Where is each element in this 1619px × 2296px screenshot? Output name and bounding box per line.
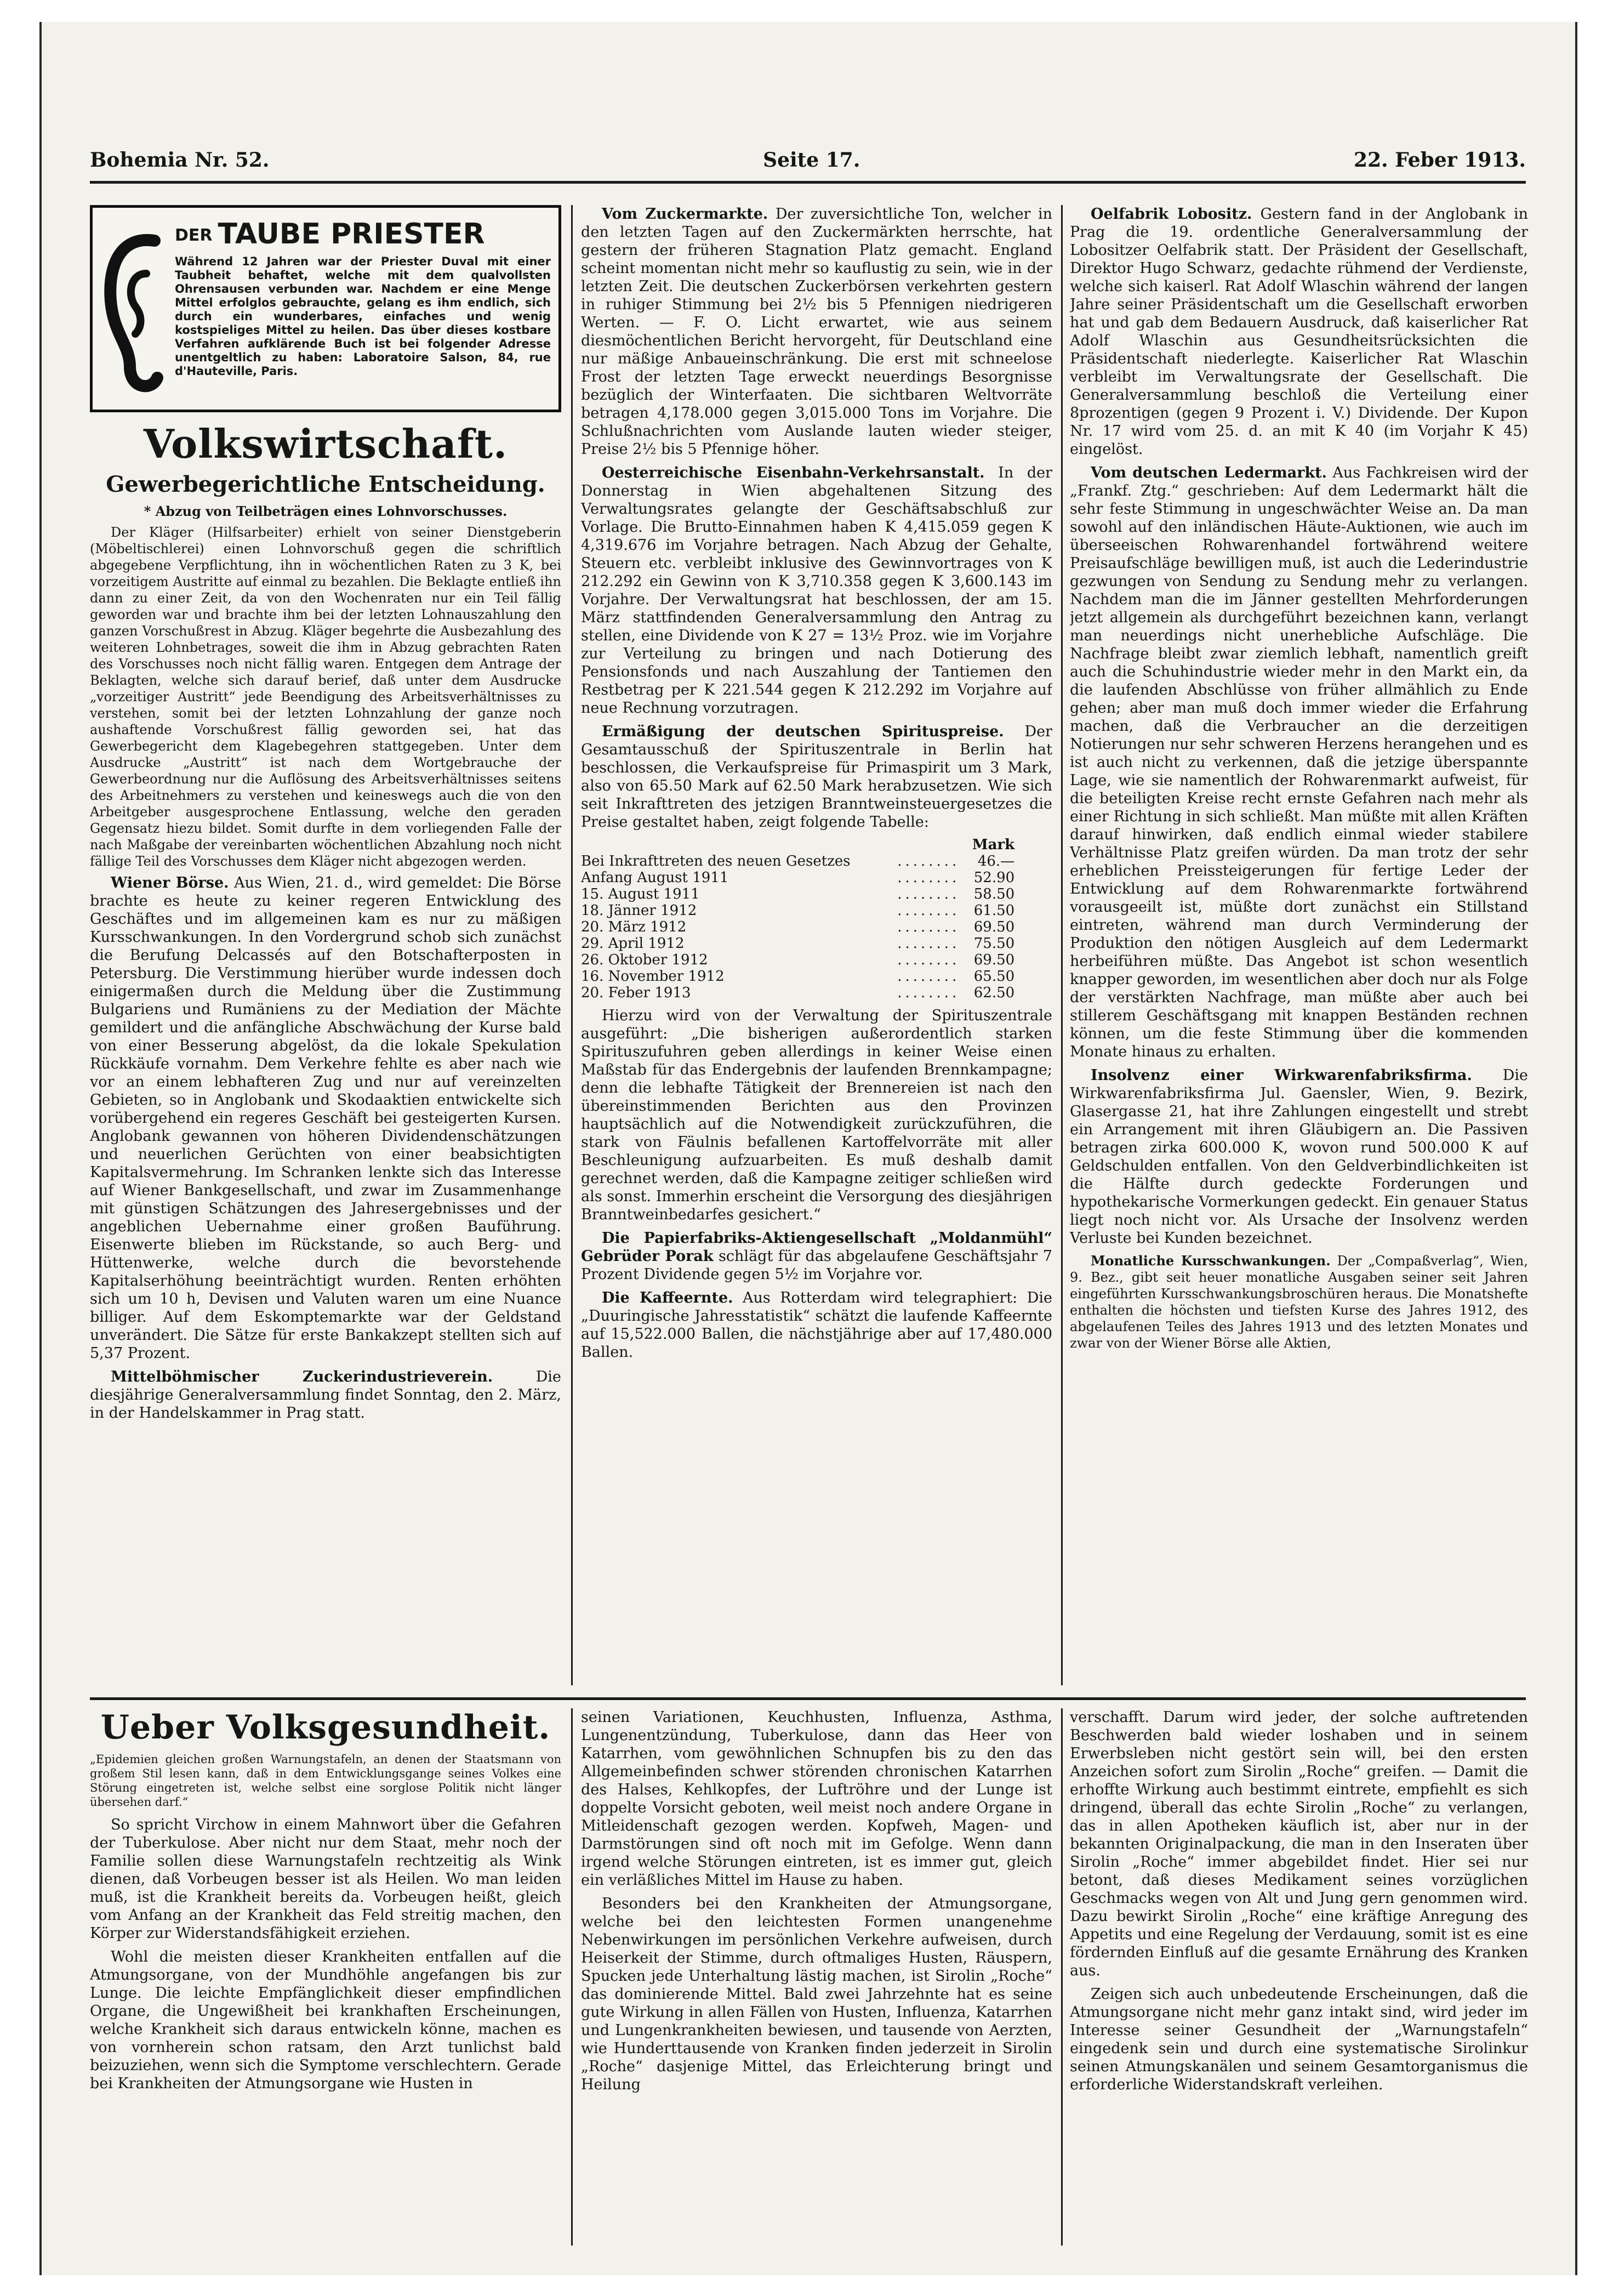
column-divider-2 — [1061, 205, 1063, 1685]
kursschwankungen-article — [1070, 1253, 1528, 1351]
price-row-value: 52.90 — [973, 869, 1015, 886]
bahn-heading: Oesterreichische Eisenbahn-Verkehrsanstalt. — [602, 464, 985, 481]
zucker-verein-article — [90, 1368, 561, 1422]
ad-title-main: TAUBE PRIESTER — [218, 218, 485, 251]
column-divider-4 — [1061, 1708, 1063, 2246]
bahn-body: In der Donnerstag in Wien abgehaltenen Sitzung des Verwaltungsrates gelangte der Geschäftsabschluß zur Vorlage. Die Brutto-Einnahmen haben K 4,415.059 gegen K 4,319.676 im Vorjahre betragen. Nach Abzug der Gehalte, Steuern etc. verbleibt inklusive des Gewinnvortrages von K 212.292 ein Gewinn von K 3,710.358 gegen K 3,600.143 im Vorjahre. Der Verwaltungsrat hat beschlossen, der am 15. März stattfindenden Generalversammlung den Antrag zu stellen, eine Dividende von K 27 = 13½ Proz. wie im Vorjahre zur Verteilung zu bringen und nach Dotierung des Pensionsfonds und nach Auszahlung der Tantiemen den Restbetrag per K 221.544 gegen K 212.292 im Vorjahre auf neue Rechnung vorzutragen. — [581, 464, 1052, 717]
spiritus-article — [581, 723, 1052, 831]
gewerbegericht-article — [90, 503, 561, 869]
price-row-value: 62.50 — [973, 985, 1015, 1001]
price-row-label: 15. August 1911 — [581, 886, 700, 902]
kaffee-article — [581, 1289, 1052, 1361]
boerse-body: Aus Wien, 21. d., wird gemeldet: Die Börse brachte es heute zu keiner regeren Entwicklung des Geschäftes und im allgemeinen kam es nur zu mäßigen Kursschwankungen. In den Vordergrund schob sich zunächst die Berufung Delcassés auf den Botschafterposten in Petersburg. Die Verstimmung hierüber wurde indessen doch einigermaßen durch die Meldung über die Zustimmung Bulgariens und Rumäniens zu der Mediation der Mächte gemildert und die anfängliche Abschwächung der Kurse bald von einer Besserung abgelöst, da die lokale Spekulation Rückkäufe vornahm. Dem Verkehre fehlte es aber nach wie vor an einem lebhafteren Zug und nur auf vereinzelten Gebieten, so in Anglobank und Skodaaktien entwickelte sich vorübergehend ein regeres Geschäft bei gesteigerten Kursen. Anglobank gewannen von höheren Dividendenschätzungen und neuerlichen Gerüchten von einer beabsichtigten Kapitalsvermehrung. Im Schranken lenkte sich das Interesse auf Wiener Bankgesellschaft, und zwar im Zusammenhange mit günstigen Schätzungen des Jahresergebnisses und der angeblichen Uebernahme einer großen Bauführung. Eisenwerte blieben im Rückstande, so auch Berg- und Hüttenwerke, welche durch die bevorstehende Kapitalserhöhung beeinträchtigt wurden. Renten erhöhten sich um 10 h, Devisen und Valuten waren um eine Nuance billiger. Auf dem Eskomptemarkte war der Geldstand unverändert. Die Sätze für erste Bankakzept stellten sich auf 5,37 Prozent. — [90, 874, 561, 1362]
kaffee-body: Aus Rotterdam wird telegraphiert: Die „Duuringische Jahresstatistik“ schätzt die laufende Kaffeernte auf 15,522.000 Ballen, die nächstjährige aber auf 17,480.000 Ballen. — [581, 1289, 1052, 1361]
spiritus-body: Der Gesamtausschuß der Spirituszentrale in Berlin hat beschlossen, die Verkaufspreise für Primaspirit um 3 Mark, also von 65.50 Mark auf 62.50 Mark herabzusetzen. Wie sich seit Inkrafttreten des jetzigen Branntweinsteuergesetzes die Preise gestaltet haben, zeigt folgende Tabelle: — [581, 723, 1052, 831]
spiritus-heading: Ermäßigung der deutschen Spirituspreise. — [602, 723, 1004, 740]
oelfabrik-heading: Oelfabrik Lobositz. — [1091, 206, 1252, 223]
article-lead: * Abzug von Teilbeträgen eines Lohnvorschusses. — [144, 503, 508, 519]
papier-heading: Die Papierfabriks-Aktiengesellschaft „Moldanmühl“ Gebrüder Porak — [581, 1230, 1052, 1265]
newspaper-name: Bohemia Nr. 52. — [90, 149, 270, 172]
kursschwankungen-paragraph — [1070, 1253, 1528, 1351]
oelfabrik-article — [1070, 205, 1528, 458]
newspaper-page — [39, 22, 1577, 2275]
price-row-label: Bei Inkrafttreten des neuen Gesetzes — [581, 853, 851, 869]
price-row: Bei Inkrafttreten des neuen Gesetzes ........ 46.— — [581, 853, 1015, 869]
section-title-volksgesundheit: Ueber Volksgesundheit. — [100, 1708, 551, 1747]
kursschwankungen-heading: Monatliche Kursschwankungen. — [1091, 1253, 1331, 1269]
price-row: 16. November 1912 ........ 65.50 — [581, 968, 1015, 985]
header-rule — [90, 181, 1526, 184]
price-row-label: 29. April 1912 — [581, 935, 685, 952]
price-row: 29. April 1912 ........ 75.50 — [581, 935, 1015, 952]
price-row: Anfang August 1911 ........ 52.90 — [581, 869, 1015, 886]
subtitle-gewerbegericht: Gewerbegerichtliche Entscheidung. — [106, 471, 545, 497]
zuckermarkt-article — [581, 205, 1052, 458]
price-row-value: 58.50 — [973, 886, 1015, 902]
kursschwankungen-body: Der „Compaßverlag“, Wien, 9. Bez., gibt seit heuer monatliche Ausgaben seiner seit Jahren eingeführten Kursschwankungsbroschüren heraus. Die Monatshefte enthalten die höchsten und tiefsten Kurse des Jahres 1912, des abgelaufenen Teiles des Jahres 1913 und des letzten Monates und zwar von der Wiener Börse alle Aktien, — [1070, 1253, 1528, 1351]
price-row: 18. Jänner 1912 ........ 61.50 — [581, 902, 1015, 919]
spiritus-price-table — [581, 837, 1014, 1001]
volksgesundheit-column-3 — [1070, 1708, 1528, 2257]
price-row: 15. August 1911 ........ 58.50 — [581, 886, 1015, 902]
issue-date: 22. Feber 1913. — [1354, 149, 1526, 172]
price-row: 26. Oktober 1912 ........ 69.50 — [581, 952, 1015, 968]
ear-icon — [102, 224, 168, 400]
price-row: 20. März 1912 ........ 69.50 — [581, 919, 1015, 935]
section-separator — [90, 1697, 1526, 1700]
insolvenz-article — [1070, 1066, 1528, 1247]
spiritus-article-continued: Hierzu wird von der Verwaltung der Spirituszentrale ausgeführt: „Die bisherigen außerordentlich starken Spirituszufuhren geben allerdings in keiner Weise einen Maßstab für das Endergebnis der laufenden Brennkampagne; denn die lebhafte Tätigkeit der Brennereien ist nach den übereinstimmenden Berichten aus den Provinzen hauptsächlich auf die Notwendigkeit zurückzuführen, die stark von Fäulnis befallenen Kartoffelvorräte mit aller Beschleunigung aufzuarbeiten. Es muß deshalb damit gerechnet werden, daß die Kampagne zeitiger schließen wird als sonst. Immerhin erscheint die Versorgung des diesjährigen Branntweinbedarfes gesichert.“ — [581, 1007, 1052, 1223]
ledermarkt-heading: Vom deutschen Ledermarkt. — [1091, 464, 1327, 481]
volksgesundheit-column-1 — [90, 1708, 561, 2257]
price-row-label: 18. Jänner 1912 — [581, 902, 697, 919]
zucker-verein-heading: Mittelböhmischer Zuckerindustrieverein. — [111, 1368, 493, 1385]
volksgesundheit-column-2 — [581, 1708, 1052, 2257]
volksgesundheit-paragraph: Zeigen sich auch unbedeutende Erscheinungen, daß die Atmungsorgane nicht mehr ganz intakt sind, wird jeder im Interesse seiner Gesundheit der „Warnungstafeln“ eingedenk sein und durch eine systematische Sirolinkur seinen Atmungskanälen und seinem Gesamtorganismus die erforderliche Widerstandskraft verleihen. — [1070, 1986, 1528, 2093]
price-row-value: 65.50 — [973, 968, 1015, 985]
boerse-article — [90, 874, 561, 1362]
price-row-value: 46.— — [977, 853, 1015, 869]
price-row-label: Anfang August 1911 — [581, 869, 729, 886]
price-row-label: 26. Oktober 1912 — [581, 952, 708, 968]
price-row-value: 61.50 — [973, 902, 1015, 919]
papier-article — [581, 1229, 1052, 1283]
column-divider-1 — [571, 205, 573, 1685]
ledermarkt-article — [1070, 464, 1528, 1061]
advertisement-deaf-priest — [90, 205, 561, 412]
price-table-header — [581, 837, 1014, 853]
price-unit: Mark — [972, 837, 1015, 853]
oelfabrik-body: Gestern fand in der Anglobank in Prag die 19. ordentliche Generalversammlung der Lobositzer Oelfabrik statt. Der Präsident der Gesellschaft, Direktor Hugo Schwarz, gedachte rühmend der Verdienste, welche sich kaiserl. Rat Adolf Wlaschin während der langen Jahre seiner Präsidentschaft um die Gesellschaft erworben hat und gab dem Bedauern Ausdruck, daß kaiserlicher Rat Adolf Wlaschin aus Gesundheitsrücksichten die Präsidentschaft niederlegte. Kaiserlicher Rat Wlaschin verbleibt im Verwaltungsrate der Gesellschaft. Die Generalversammlung beschloß die Verteilung einer 8prozentigen (gegen 9 Prozent i. V.) Dividende. Der Kupon Nr. 17 wird vom 25. d. an mit K 40 (im Vorjahr K 45) eingelöst. — [1070, 206, 1528, 458]
zuckermarkt-heading: Vom Zuckermarkte. — [602, 206, 768, 223]
column-2 — [581, 205, 1052, 1685]
zucker-verein-body: Die diesjährige Generalversammlung findet Sonntag, den 2. März, in der Handelskammer in Prag statt. — [90, 1368, 561, 1422]
boerse-heading: Wiener Börse. — [111, 874, 229, 891]
price-row-value: 75.50 — [973, 935, 1015, 952]
bahn-article — [581, 464, 1052, 717]
virchow-quote: „Epidemien gleichen großen Warnungstafeln, an denen der Staatsmann von großem Stil lesen kann, daß in dem Entwicklungsgange seines Volkes eine Störung eingetreten ist, welche selbst eine sorglose Politik nicht länger übersehen darf.“ — [90, 1753, 561, 1809]
volksgesundheit-paragraph: Besonders bei den Krankheiten der Atmungsorgane, welche bei den leichtesten Formen unangenehme Nebenwirkungen im persönlichen Verkehre aufweisen, durch Heiserkeit der Stimme, durch oftmaliges Husten, Räuspern, Spucken jede Unterhaltung lästig machen, ist Sirolin „Roche“ das dominierende Mittel. Bald zwei Jahrzehnte hat es seine gute Wirkung in allen Fällen von Husten, Influenza, Katarrhen und Lungenkrankheiten bewiesen, und tausende von Aerzten, wie Hunderttausende von Kranken finden jederzeit in Sirolin „Roche“ dasjenige Mittel, das Erleichterung bringt und Heilung — [581, 1895, 1052, 2093]
volksgesundheit-paragraph: seinen Variationen, Keuchhusten, Influenza, Asthma, Lungenentzündung, Tuberkulose, dann das Heer von Katarrhen, vom gewöhnlichen Schnupfen bis zu den das Allgemeinbefinden schwer störenden chronischen Katarrhen des Halses, Kehlkopfes, der Luftröhre und der Lunge ist doppelte Vorsicht geboten, weil meist noch andere Organe in Mitleidenschaft gezogen werden. Kopfweh, Magen- und Darmstörungen sind oft noch mit im Gefolge. Wenn dann irgend welche Störungen eintreten, ist es immer gut, gleich ein verläßliches Mittel im Hause zu haben. — [581, 1709, 1052, 1889]
price-row-label: 16. November 1912 — [581, 968, 725, 985]
zuckermarkt-body: Der zuversichtliche Ton, welcher in den letzten Tagen auf den Zuckermärkten herrschte, hat gestern der früheren Stagnation Platz gemacht. England scheint momentan nicht mehr so kauflustig zu sein, wie in der letzten Zeit. Die deutschen Zuckerbörsen verkehrten gestern in ruhiger Stimmung bei 2½ bis 5 Pfennigen niedrigeren Werten. — F. O. Licht erwartet, wie aus seinem diesmöchentlichen Bericht hervorgeht, für Deutschland eine nur mäßige Anbaueinschränkung. Die erst mit schneelose Frost der letzten Tage erweckt neuerdings Besorgnisse bezüglich der Winterfaaten. Die sichtbaren Weltvorräte betragen 4,178.000 gegen 3,015.000 Tons im Vorjahre. Die Schlußnachrichten vom Auslande lauten wieder steiger, Preise 2½ bis 5 Pfennige höher. — [581, 206, 1052, 458]
ad-title — [175, 218, 553, 252]
section-title-volkswirtschaft: Volkswirtschaft. — [143, 422, 508, 467]
column-1 — [90, 422, 561, 1683]
insolvenz-body: Die Wirkwarenfabriksfirma Jul. Gaensler, Wien, 9. Bezirk, Glasergasse 21, hat ihre Zahlungen eingestellt und strebt ein Arrangement mit ihren Gläubigern an. Die Passiven betragen zirka 600.000 K, wovon rund 500.000 K auf Geldschulden entfallen. Von den Geldverbindlichkeiten ist die Hälfte durch gedeckte Forderungen und hypothekarische Vormerkungen gedeckt. Ein genauer Status liegt noch nicht vor. Als Ursache der Insolvenz werden Verluste bei Kunden bezeichnet. — [1070, 1067, 1528, 1247]
ledermarkt-body: Aus Fachkreisen wird der „Frankf. Ztg.“ geschrieben: Auf dem Ledermarkt hält die sehr feste Stimmung in ungeschwächter Weise an. Da man sowohl auf den inländischen Häute-Auktionen, wie auch im überseeischen Rohwarenhandel fortwährend weitere Preisaufschläge bewilligen muß, ist auch die Lederindustrie gezwungen von Sendung zu Sendung mehr zu verlangen. Nachdem man die im Jänner gestellten Mehrforderungen jetzt allgemein als durchgeführt bezeichnen kann, verlangt man neuerdings nicht unerhebliche Aufschläge. Die Nachfrage bleibt zwar ziemlich lebhaft, namentlich greift auch die Schuhindustrie wieder mehr in den Markt ein, da die laufenden Abschlüsse von früher allmählich zu Ende gehen; aber man muß doch immer wieder die Erfahrung machen, daß die Verbraucher an die derzeitigen Notierungen nur sehr schweren Herzens herangehen und es ist auch nicht zu verkennen, daß die jetzige überspannte Lage, wie sie namentlich der Rohwarenmarkt aufweist, für die beteiligten Kreise recht ernste Gefahren nach mehr als einer Richtung in sich schließt. Man müßte mit allen Kräften darauf hinwirken, daß endlich einmal wieder stabilere Verhältnisse Platz greifen würden. Da man trotz der sehr erheblichen Preissteigerungen für fertige Leder der Entwicklung auf dem Rohwarenmarkte fortwährend vorausgeeilt ist, müßte dort zunächst ein Stillstand eintreten, während man durch Verminderung der Produktion den nötigen Ausgleich auf dem Ledermarkt herbeiführen müßte. Das Angebot ist schon wesentlich knapper geworden, im wesentlichen aber doch nur als Folge der verstärkten Nachfrage, man müßte aber auch bei stillerem Geschäftsgang mit knappen Beständen rechnen können, um die feste Stimmung über die kommenden Monate hinaus zu erhalten. — [1070, 464, 1528, 1060]
price-row-label: 20. März 1912 — [581, 919, 687, 935]
price-row-value: 69.50 — [973, 919, 1015, 935]
price-row: 20. Feber 1913 ........ 62.50 — [581, 985, 1015, 1001]
insolvenz-heading: Insolvenz einer Wirkwarenfabriksfirma. — [1091, 1067, 1472, 1084]
ad-text: Während 12 Jahren war der Priester Duval mit einer Taubheit behaftet, welche mit dem qualvollsten Ohrensausen verbunden war. Nachdem er eine Menge Mittel erfolglos gebrauchte, gelang es ihm endlich, sich durch ein wunderbares, einfaches und wenig kostspieliges Mittel zu heilen. Das über dieses kostbare Verfahren aufklärende Buch ist bei folgender Adresse unentgeltlich zu haben: Laboratoire Salson, 84, rue d'Hauteville, Paris. — [175, 255, 551, 378]
ad-title-der: DER — [175, 226, 213, 245]
volksgesundheit-paragraph: Wohl die meisten dieser Krankheiten entfallen auf die Atmungsorgane, von der Mundhöhle angefangen bis zur Lunge. Die leichte Empfänglichkeit dieser empfindlichen Organe, die Ungewißheit bei krankhaften Erscheinungen, welche Krankheit sich daraus entwickeln könne, machen es von vornherein schon ratsam, den Arzt tunlichst bald beizuziehen, wenn sich die Symptome verschlechtern. Gerade bei Krankheiten der Atmungsorgane wie Husten in — [90, 1948, 561, 2092]
column-3 — [1070, 205, 1528, 1685]
page-number: Seite 17. — [763, 149, 860, 172]
article-body: Der Kläger (Hilfsarbeiter) erhielt von seiner Dienstgeberin (Möbeltischlerei) einen Lohnvorschuß gegen die schriftlich abgegebene Verpflichtung, ihn in wöchentlichen Raten zu 3 K, bei vorzeitigem Austritte auf einmal zu bezahlen. Die Beklagte entließ ihn dann zu einer Zeit, da von den Wochenraten nur ein Teil fällig geworden war und brachte ihm bei der letzten Lohnauszahlung den ganzen Vorschußrest in Abzug. Kläger begehrte die Ausbezahlung des weiteren Lohnbetrages, soweit die ihm in Abzug gebrachten Raten des Vorschusses noch nicht fällig waren. Entgegen dem Antrage der Beklagten, welche sich darauf berief, daß unter dem Ausdrucke „vorzeitiger Austritt“ jede Beendigung des Arbeitsverhältnisses zu verstehen, somit bei der letzten Lohnzahlung der ganze noch aushaftende Vorschußrest fällig geworden sei, hat das Gewerbegericht dem Klagebegehren stattgegeben. Unter dem Ausdrucke „Austritt“ ist nach dem Wortgebrauche der Gewerbeordnung nur die Auflösung des Arbeitsverhältnisses seitens des Arbeitnehmers zu verstehen und keineswegs auch die von den Arbeitgeber ausgesprochene Entlassung, welche den geraden Gegensatz hiezu bildet. Somit durfte in dem vorliegenden Falle der nach Maßgabe der vereinbarten wöchentlichen Abzahlung noch nicht fällige Teil des Vorschusses dem Kläger nicht abgezogen werden. — [90, 525, 561, 869]
column-divider-3 — [571, 1708, 573, 2246]
price-row-value: 69.50 — [973, 952, 1015, 968]
kaffee-heading: Die Kaffeernte. — [602, 1289, 733, 1306]
volksgesundheit-paragraph: verschafft. Darum wird jeder, der solche auftretenden Beschwerden bald wieder loshaben und in seinem Erwerbsleben nicht gestört sein will, bei den ersten Anzeichen sofort zum Sirolin „Roche“ greifen. — Damit die erhoffte Wirkung auch bestimmt eintrete, empfiehlt es sich dringend, überall das echte Sirolin „Roche“ zu verlangen, das in allen Apotheken käuflich ist, aber nur in der bekannten Originalpackung, die man in den Inseraten über Sirolin „Roche“ immer abgebildet findet. Hier sei nur betont, daß dieses Medikament seines vorzüglichen Geschmacks wegen von Alt und Jung gern genommen wird. Dazu bewirkt Sirolin „Roche“ eine kräftige Anregung des Appetits und eine Regelung der Verdauung, somit ist es eine fördernden Einfluß auf die gesamte Ernährung des Kranken aus. — [1070, 1709, 1528, 1979]
price-row-label: 20. Feber 1913 — [581, 985, 691, 1001]
volksgesundheit-paragraph: So spricht Virchow in einem Mahnwort über die Gefahren der Tuberkulose. Aber nicht nur dem Staat, mehr noch der Familie sollen diese Warnungstafeln rechtzeitig als Wink dienen, daß Vorbeugen besser ist als Heilen. Wo man leiden muß, ist die Krankheit bereits da. Vorbeugen heißt, gleich vom Anfang an der Krankheit das Feld streitig machen, den Körper zur Widerstandsfähigkeit erziehen. — [90, 1816, 561, 1942]
page-header — [90, 144, 1526, 177]
papier-body: schlägt für das abgelaufene Geschäftsjahr 7 Prozent Dividende gegen 5½ im Vorjahre vor. — [581, 1248, 1052, 1283]
